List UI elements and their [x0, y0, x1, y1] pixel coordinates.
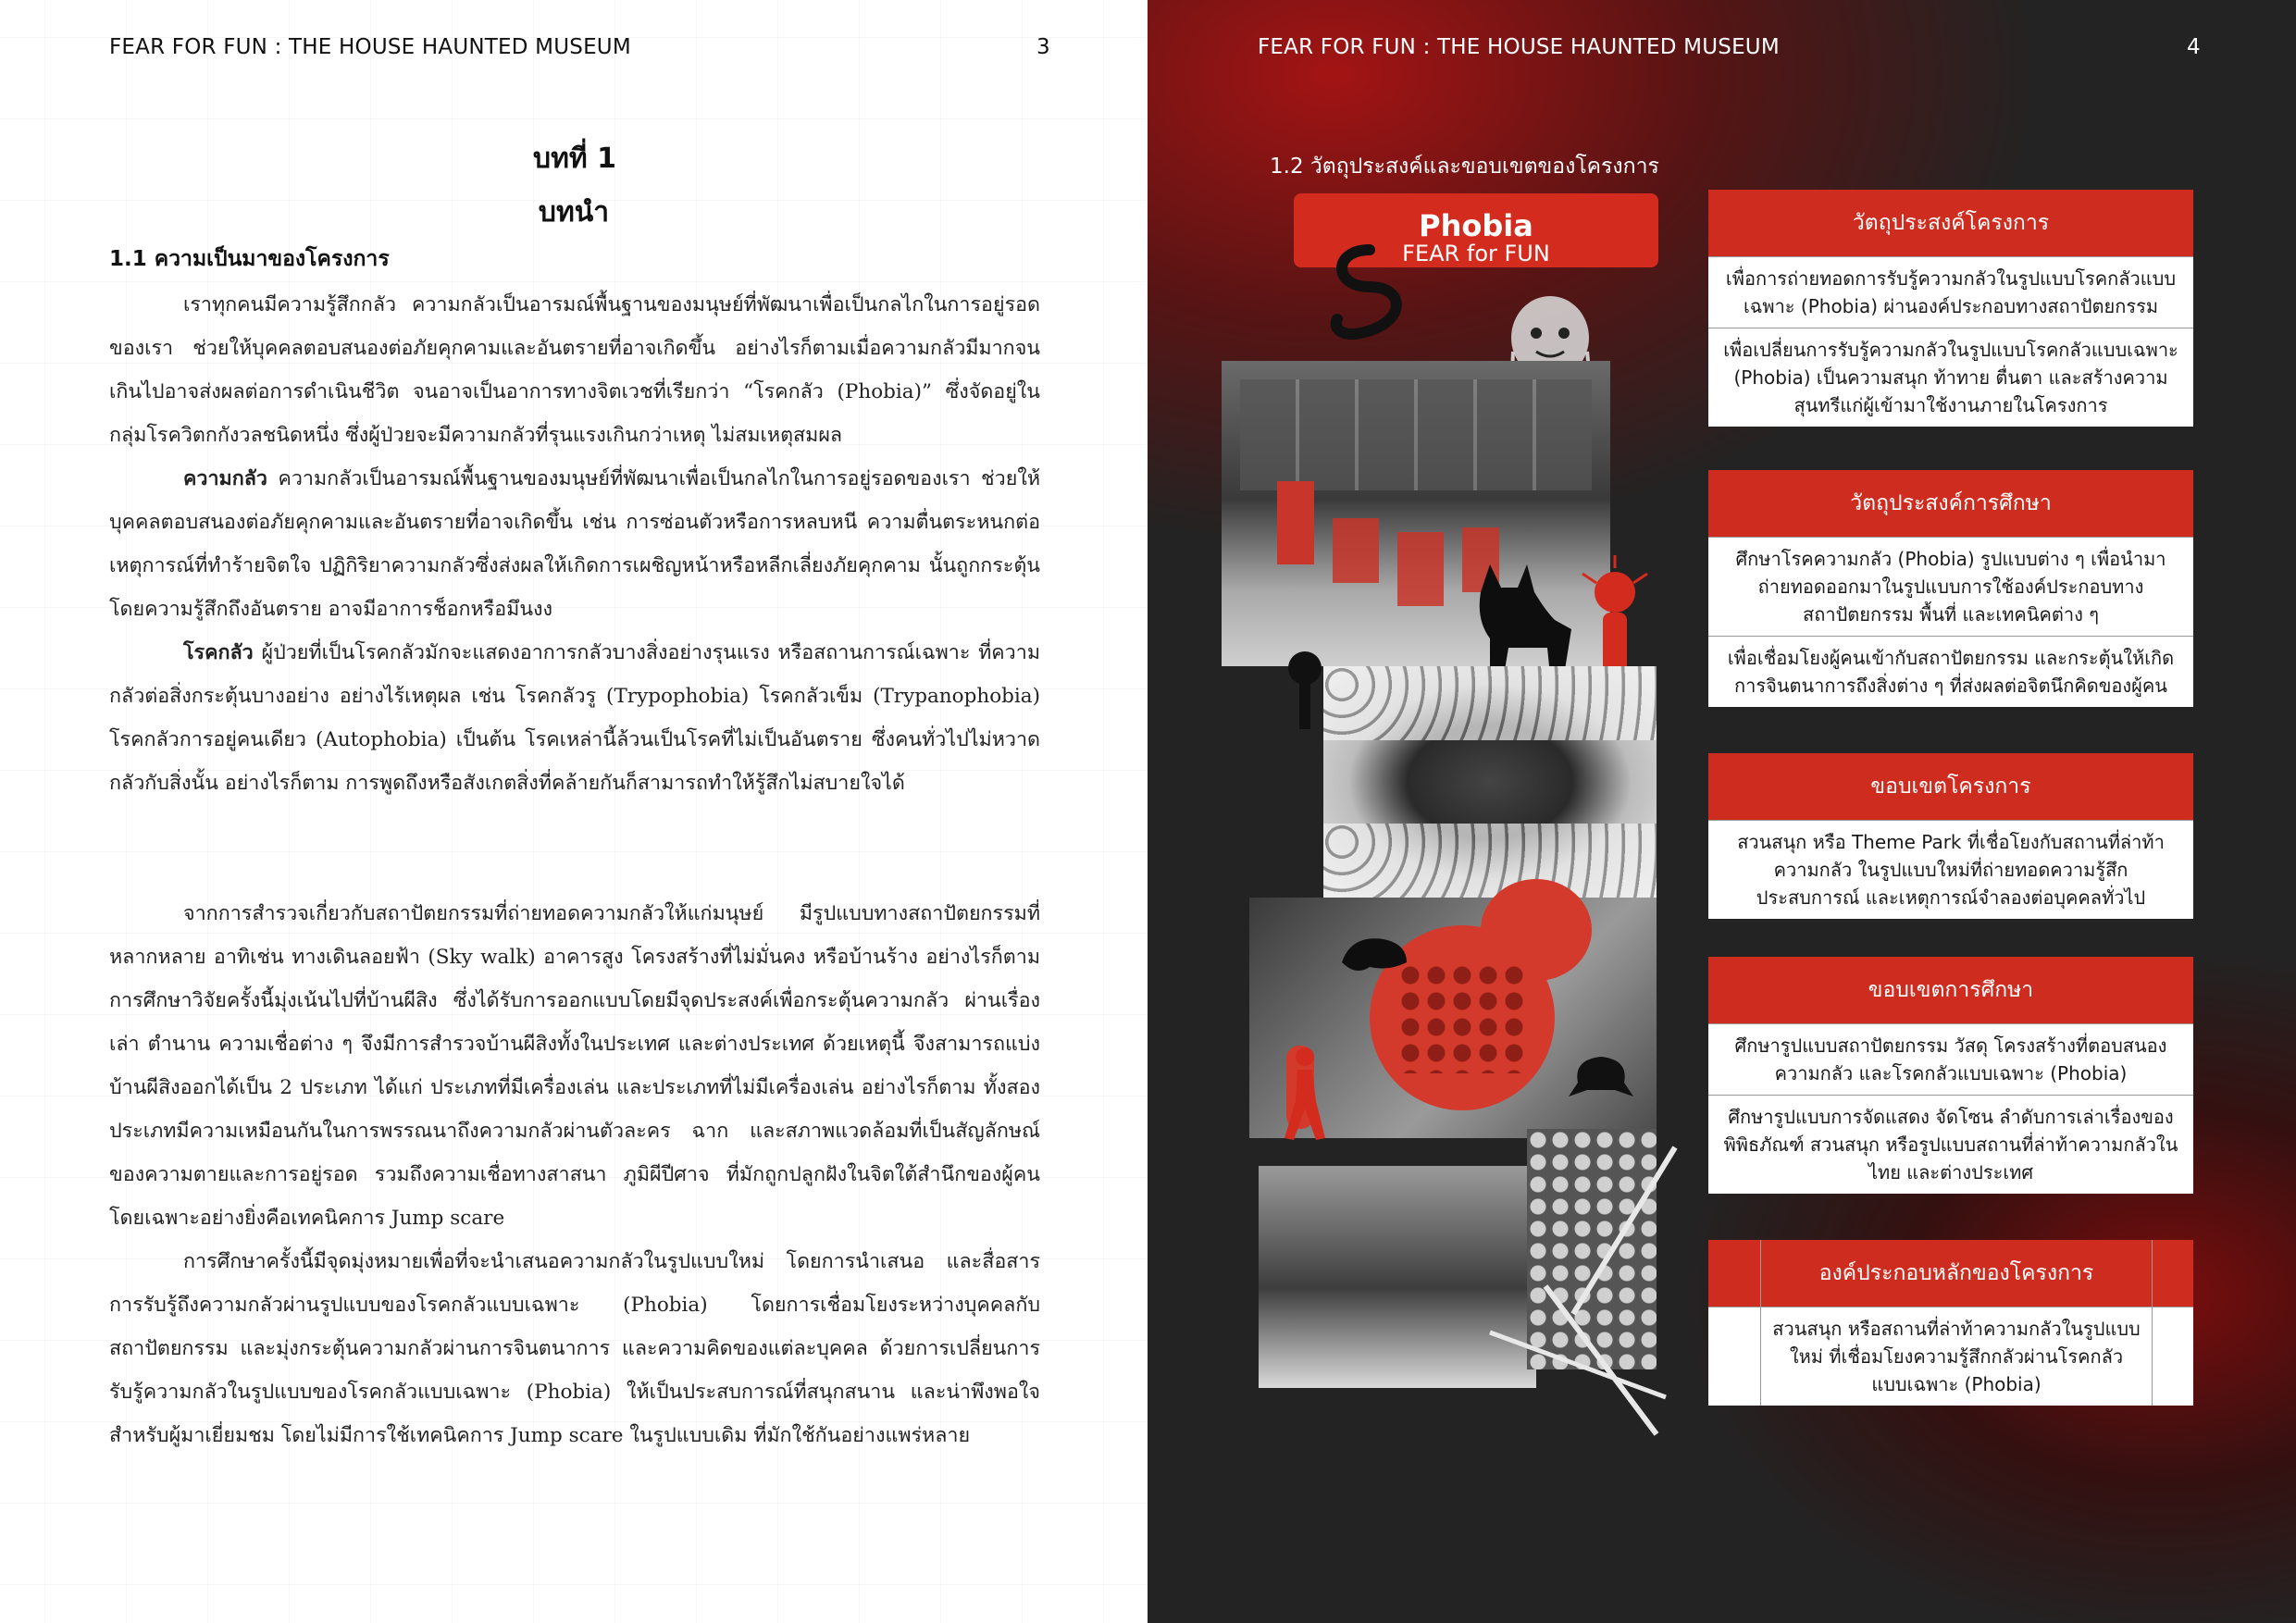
main-components-card [1708, 1240, 2193, 1406]
survey-paragraphs [109, 892, 1040, 1457]
paragraph: การศึกษาครั้งนี้มีจุดมุ่งหมายเพื่อที่จะนำเสนอความกลัวในรูปแบบใหม่ โดยการนำเสนอ และสื่อสารการรับรู้ถึงความกลัวผ่านรูปแบบของโรคกลัวแบบเฉพาะ (Phobia) โดยการเชื่อมโยงระหว่างบุคคลกับสถาปัตยกรรม และมุ่งกระตุ้นความกลัวผ่านการจินตนาการ และความคิดของแต่ละบุคคล ด้วยการเปลี่ยนการรับรู้ความกลัวในรูปแบบของโรคกลัวแบบเฉพาะ (Phobia) ให้เป็นประสบการณ์ที่สนุกสนาน และน่าพึงพอใจสำหรับผู้มาเยี่ยมชม โดยไม่มีการใช้เทคนิคการ Jump scare ในรูปแบบเดิม ที่มักใช้กันอย่างแพร่หลาย [109, 1250, 1040, 1447]
chapter-title: บทนำ [538, 196, 610, 229]
right-running-header: FEAR FOR FUN : THE HOUSE HAUNTED MUSEUM [1258, 35, 1780, 59]
card-row: เพื่อเปลี่ยนการรับรู้ความกลัวในรูปแบบโรคกลัวแบบเฉพาะ (Phobia) เป็นความสนุก ท้าทาย ตื่นตา และสร้างความสุนทรีแก่ผู้เข้ามาใช้งานภายในโครงการ [1708, 328, 2193, 427]
study-scope-card [1708, 957, 2193, 1194]
paragraph: ความกลัว ความกลัวเป็นอารมณ์พื้นฐานของมนุษย์ที่พัฒนาเพื่อเป็นกลไกในการอยู่รอดของเรา ช่วยให้บุคคลตอบสนองต่อภัยคุกคามและอันตรายที่อาจเกิดขึ้น เช่น การซ่อนตัวหรือการหลบหนี ความตื่นตระหนกต่อเหตุการณ์ที่ทำร้ายจิตใจ ปฏิกิริยาความกลัวซึ่งส่งผลให้เกิดการเผชิญหน้าหรือหลีกเลี่ยงภัยคุกคาม นั้นถูกกระตุ้นโดยความรู้สึกถึงอันตราย อาจมีอาการช็อกหรือมึนงง [109, 467, 1040, 621]
card-row: ศึกษาโรคความกลัว (Phobia) รูปแบบต่าง ๆ เพื่อนำมาถ่ายทอดออกมาในรูปแบบการใช้องค์ประกอบทางสถาปัตยกรรม พื้นที่ และเทคนิคต่าง ๆ [1708, 537, 2193, 636]
card-row: สวนสนุก หรือสถานที่ล่าท้าความกลัวในรูปแบบใหม่ ที่เชื่อมโยงความรู้สึกกลัวผ่านโรคกลัวแบบเฉพาะ (Phobia) [1772, 1318, 2141, 1395]
card-title: ขอบเขตการศึกษา [1708, 957, 2193, 1023]
walking-figure-icon [1277, 1046, 1333, 1147]
snake-icon [1314, 241, 1425, 352]
phobia-title: Phobia [1419, 208, 1533, 243]
section-heading-1-1: 1.1 ความเป็นมาของโครงการ [109, 247, 390, 271]
phobia-collage [1222, 278, 1684, 1508]
syringes-image [1434, 1129, 1694, 1462]
card-row: ศึกษารูปแบบสถาปัตยกรรม วัสดุ โครงสร้างที่ตอบสนองความกลัว และโรคกลัวแบบเฉพาะ (Phobia) [1708, 1023, 2193, 1095]
paragraph: เราทุกคนมีความรู้สึกกลัว ความกลัวเป็นอารมณ์พื้นฐานของมนุษย์ที่พัฒนาเพื่อเป็นกลไกในการอยู่รอดของเรา ช่วยให้บุคคลตอบสนองต่อภัยคุกคามและอันตรายที่อาจเกิดขึ้น อย่างไรก็ตามเมื่อความกลัวมีมากจนเกินไปอาจส่งผลต่อการดำเนินชีวิต จนอาจเป็นอาการทางจิตเวชที่เรียกว่า “โรคกลัว (Phobia)” ซึ่งจัดอยู่ในกลุ่มโรควิตกกังวลชนิดหนึ่ง ซึ่งผู้ป่วยจะมีความกลัวที่รุนแรงเกินกว่าเหตุ ไม่สมเหตุสมผล [109, 293, 1040, 447]
card-title: ขอบเขตโครงการ [1708, 753, 2193, 820]
dog-silhouette-image [1462, 555, 1582, 685]
chapter-number: บทที่ 1 [533, 142, 616, 175]
paragraph: จากการสำรวจเกี่ยวกับสถาปัตยกรรมที่ถ่ายทอดความกลัวให้แก่มนุษย์ มีรูปแบบทางสถาปัตยกรรมที่หลากหลาย อาทิเช่น ทางเดินลอยฟ้า (Sky walk) อาคารสูง โครงสร้างที่ไม่มั่นคง หรือบ้านร้าง อย่างไรก็ตามการศึกษาวิจัยครั้งนี้มุ่งเน้นไปที่บ้านผีสิง ซึ่งได้รับการออกแบบโดยมีจุดประสงค์เพื่อกระตุ้นความกลัว ผ่านเรื่องเล่า ตำนาน ความเชื่อต่าง ๆ จึงมีการสำรวจบ้านผีสิงทั้งในประเทศ และต่างประเทศ ด้วยเหตุนี้ จึงสามารถแบ่งบ้านผีสิงออกได้เป็น 2 ประเภท ได้แก่ ประเภทที่มีเครื่องเล่น และประเภทที่ไม่มีเครื่องเล่น อย่างไรก็ตาม ทั้งสองประเภทมีความเหมือนกันในการพรรณนาถึงความกลัวผ่านตัวละคร ฉาก และสภาพแวดล้อมที่เป็นสัญลักษณ์ของความตายและการอยู่รอด รวมถึงความเชื่อทางสาสนา ภูมิผีปีศาจ ที่มักถูกปลูกฝังในจิตใต้สำนึกของผู้คน โดยเฉพาะอย่างยิ่งคือเทคนิคการ Jump scare [109, 902, 1040, 1230]
project-scope-card [1708, 753, 2193, 919]
chameleon-icon [1333, 925, 1416, 981]
card-row: เพื่อเชื่อมโยงผู้คนเข้ากับสถาปัตยกรรม และกระตุ้นให้เกิดการจินตนาการถึงสิ่งต่าง ๆ ที่ส่งผลต่อจิตนึกคิดของผู้คน [1708, 636, 2193, 707]
phobia-subtitle: FEAR for FUN [1402, 241, 1550, 266]
paragraph: โรคกลัว ผู้ป่วยที่เป็นโรคกลัวมักจะแสดงอาการกลัวบางสิ่งอย่างรุนแรง หรือสถานการณ์เฉพาะ ที่ความกลัวต่อสิ่งกระตุ้นบางอย่าง อย่างไร้เหตุผล เช่น โรคกลัวรู (Trypophobia) โรคกลัวเข็ม (Trypanophobia) โรคกลัวการอยู่คนเดียว (Autophobia) เป็นต้น โรคเหล่านี้ล้วนเป็นโรคที่ไม่เป็นอันตราย ซึ่งคนทั่วไปไม่หวาดกลัวกับสิ่งนั้น อย่างไรก็ตาม การพูดถึงหรือสังเกตสิ่งที่คล้ายกันก็สามารถทำให้รู้สึกไม่สบายใจได้ [109, 641, 1040, 795]
card-title: องค์ประกอบหลักของโครงการ [1818, 1261, 2094, 1285]
left-running-header: FEAR FOR FUN : THE HOUSE HAUNTED MUSEUM [109, 35, 631, 59]
card-title: วัตถุประสงค์โครงการ [1708, 190, 2193, 256]
card-row: เพื่อการถ่ายทอดการรับรู้ความกลัวในรูปแบบโรคกลัวแบบเฉพาะ (Phobia) ผ่านองค์ประกอบทางสถาปัตยกรรม [1708, 256, 2193, 328]
frog-icon [1564, 1046, 1638, 1101]
study-objectives-card [1708, 470, 2193, 707]
left-page-number: 3 [1036, 35, 1050, 59]
intro-paragraphs [109, 283, 1040, 805]
project-objectives-card [1708, 190, 2193, 427]
card-title: วัตถุประสงค์การศึกษา [1708, 470, 2193, 537]
card-row: สวนสนุก หรือ Theme Park ที่เชื่อโยงกับสถานที่ล่าท้าความกลัว ในรูปแบบใหม่ที่ถ่ายทอดความรู้สึก ประสบการณ์ และเหตุการณ์จำลองต่อบุคคลทั่วไป [1708, 820, 2193, 919]
right-page-number: 4 [2187, 35, 2201, 59]
hallway-spiders-photo [1323, 666, 1657, 898]
card-row: ศึกษารูปแบบการจัดแสดง จัดโซน ลำดับการเล่าเรื่องของพิพิธภัณฑ์ สวนสนุก หรือรูปแบบสถานที่ล่าท้าความกลัวในไทย และต่างประเทศ [1708, 1095, 2193, 1194]
section-heading-1-2: 1.2 วัตถุประสงค์และขอบเขตของโครงการ [1270, 155, 1659, 179]
